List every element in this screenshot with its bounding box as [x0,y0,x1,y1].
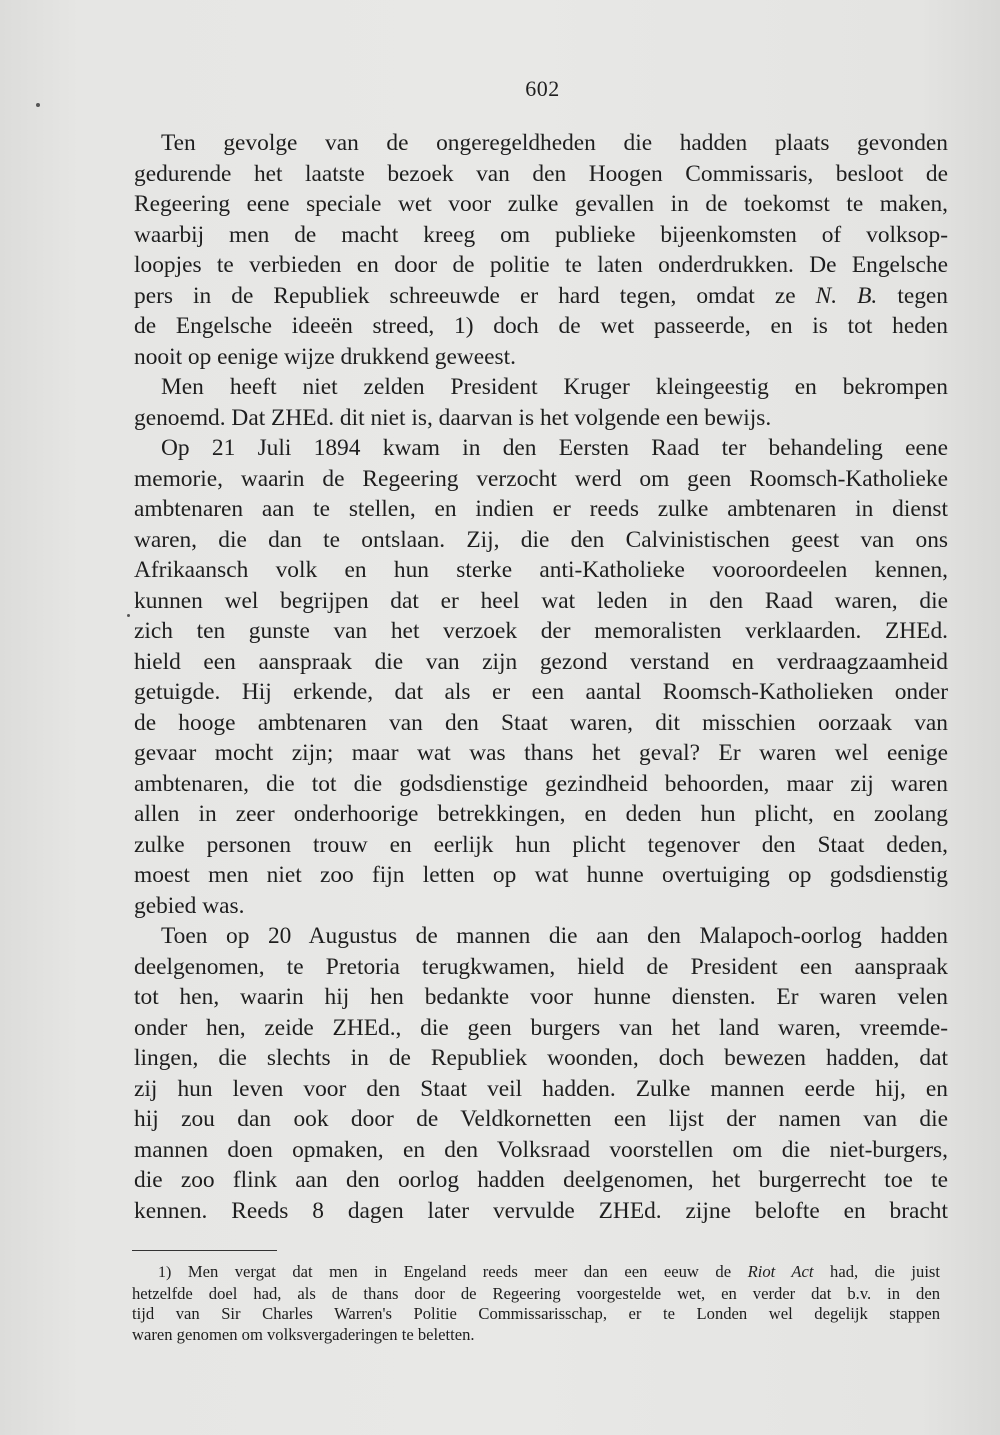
footnotes [132,1262,940,1345]
paper-speck [127,614,130,617]
text-line: Ten gevolge van de ongeregeldheden die hadden plaats gevonden [161,130,948,156]
paper-speck [36,103,40,107]
text-line: allen in zeer onderhoorige betrekkingen, en deden hun plicht, en zoolang [134,801,948,827]
text-line: kunnen wel begrijpen dat er heel wat leden in den Raad waren, die [134,587,948,614]
text-line: moest men niet zoo fijn letten op wat hunne overtuiging op godsdienstig [134,862,948,888]
text-line: die zoo flink aan den oorlog hadden deelgenomen, het burgerrecht toe te [134,1167,948,1193]
text-line: getuigde. Hij erkende, dat als er een aantal Roomsch-Katholieken onder [134,679,948,705]
text-line: Toen op 20 Augustus de mannen die aan den Malapoch-oorlog hadden [161,923,948,949]
footnote-divider [132,1250,277,1251]
italic-title: Riot Act [747,1262,814,1281]
text-line: ambtenaren, die tot die godsdienstige gezindheid behoorden, maar zij waren [134,770,948,797]
text-line: waarbij men de macht kreeg om publieke bijeenkomsten of volksop- [134,221,948,248]
text-line: nooit op eenige wijze drukkend geweest. [134,343,516,370]
text-line: de hooge ambtenaren van den Staat waren, dit misschien oorzaak van [134,709,948,736]
text-fragment: had, die juist [830,1262,940,1281]
paragraph-2 [134,372,948,433]
text-line: onder hen, zeide ZHEd., die geen burgers van het land waren, vreemde- [134,1014,948,1041]
text-line: deelgenomen, te Pretoria terugkwamen, hield de President een aanspraak [134,953,948,980]
text-fragment: Men vergat dat men in Engeland reeds meer dan een eeuw de [187,1262,732,1281]
paragraph-3 [134,433,948,921]
text-line: Op 21 Juli 1894 kwam in den Eersten Raad ter behandeling eene [161,435,948,461]
text-line: gevaar mocht zijn; maar wat was thans het geval? Er waren wel eenige [134,740,948,766]
footnote-1 [132,1262,940,1345]
paragraph-1 [134,128,948,372]
text-line: kennen. Reeds 8 dagen later vervulde ZHEd. zijne belofte en bracht [134,1197,948,1224]
footnote-line: hetzelfde doel had, als de thans door de Regeering voorgestelde wet, en verder dat b.v. in den [132,1283,940,1303]
text-line: memorie, waarin de Regeering verzocht werd om geen Roomsch-Katholieke [134,465,948,492]
text-line: lingen, die slechts in de Republiek woonden, doch bewezen hadden, dat [134,1045,948,1071]
text-line: Men heeft niet zelden President Kruger kleingeestig en bekrompen [161,374,948,400]
footnote-line [132,1262,940,1284]
text-line: hij zou dan ook door de Veldkornetten een lijst der namen van die [134,1106,948,1132]
text-line: Regeering eene speciale wet voor zulke gevallen in de toekomst te maken, [134,191,948,217]
text-fragment: pers in de Republiek schreeuwde er hard tegen, omdat ze [134,282,796,309]
text-line: mannen doen opmaken, en den Volksraad voorstellen om die niet-burgers, [134,1136,948,1163]
text-line: gebied was. [134,892,245,919]
footnote-line: waren genomen om volksvergaderingen te beletten. [132,1324,475,1344]
body-text [134,128,948,1226]
footnote-line: tijd van Sir Charles Warren's Politie Commissarisschap, er te Londen wel degelijk stappen [132,1304,940,1323]
text-line: tot hen, waarin hij hen bedankte voor hunne diensten. Er waren velen [134,984,948,1010]
page-number: 602 [525,76,560,101]
text-line: waren, die dan te ontslaan. Zij, die den Calvinistischen geest van ons [134,526,948,553]
text-line: genoemd. Dat ZHEd. dit niet is, daarvan is het volgende een bewijs. [134,404,772,431]
text-line: zulke personen trouw en eerlijk hun plicht tegenover den Staat deden, [134,831,948,858]
text-line [134,281,948,312]
footnote-marker: 1) [158,1264,172,1281]
text-line: Afrikaansch volk en hun sterke anti-Katholieke vooroordeelen kennen, [134,557,948,583]
text-line: de Engelsche ideeën streed, 1) doch de wet passeerde, en is tot heden [134,313,948,339]
text-fragment: tegen [897,282,948,309]
text-line: ambtenaren aan te stellen, en indien er reeds zulke ambtenaren in dienst [134,496,948,522]
text-line: gedurende het laatste bezoek van den Hoogen Commissaris, besloot de [134,160,948,187]
text-line: loopjes te verbieden en door de politie te laten onderdrukken. De Engelsche [134,252,948,278]
italic-abbreviation: N. B. [815,282,878,309]
text-line: zich ten gunste van het verzoek der memoralisten verklaarden. ZHEd. [134,618,948,644]
text-line: zij hun leven voor den Staat veil hadden. Zulke mannen eerde hij, en [134,1075,948,1102]
text-line: hield een aanspraak die van zijn gezond verstand en verdraagzaamheid [134,648,948,675]
paragraph-4 [134,921,948,1226]
